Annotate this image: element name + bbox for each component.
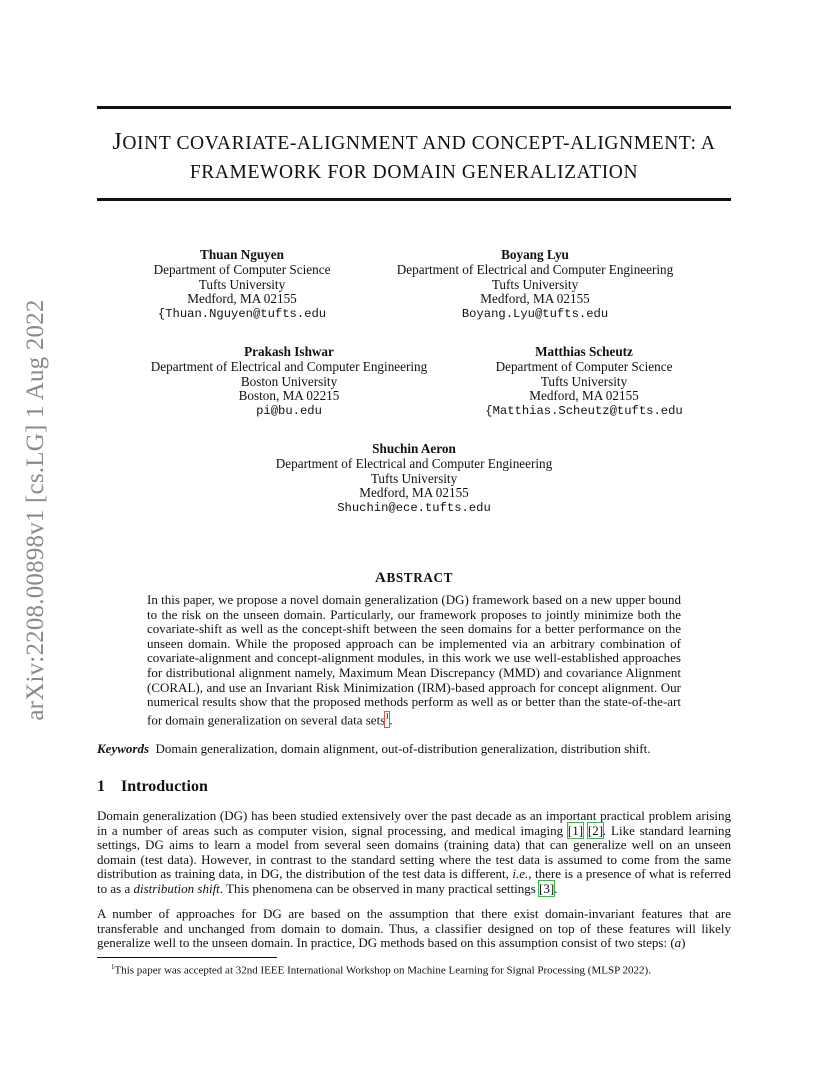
- footnote-link[interactable]: 1: [385, 712, 389, 727]
- footnote-rule: [97, 957, 277, 958]
- author-block: Prakash Ishwar Department of Electrical and Computer Engineering Boston University Boston, MA 02215 pi@bu.edu: [139, 345, 439, 419]
- author-block: Boyang Lyu Department of Electrical and Computer Engineering Tufts University Medford, MA 02155 Boyang.Lyu@tufts.edu: [385, 248, 685, 322]
- author-email[interactable]: Boyang.Lyu@tufts.edu: [461, 307, 609, 322]
- author-block: Shuchin Aeron Department of Electrical and Computer Engineering Tufts University Medford, MA 02155 Shuchin@ece.tufts.edu: [264, 442, 564, 516]
- citation-link[interactable]: [3]: [539, 880, 555, 896]
- section-heading: 1 Introduction: [97, 778, 208, 795]
- author-email[interactable]: {Thuan.Nguyen@tufts.edu: [157, 307, 327, 322]
- arxiv-identifier: arXiv:2208.00898v1 [cs.LG] 1 Aug 2022: [22, 299, 49, 721]
- title-bottom-rule: [97, 198, 731, 201]
- author-block: Matthias Scheutz Department of Computer Science Tufts University Medford, MA 02155 {Matthias.Scheutz@tufts.edu: [479, 345, 689, 419]
- abstract-heading: ABSTRACT: [375, 570, 453, 586]
- intro-paragraph: Domain generalization (DG) has been studied extensively over the past decade as an important practical problem arising in a number of areas such as computer vision, signal processing, and medical imaging [1] [2]. Like standard learning settings, DG aims to learn a model from several seen domains (training data) that can generalize well on an unseen domain (test data). However, in contrast to the standard setting where the test data is assumed to come from the same distribution as training data, in DG, the distribution of the test data is different, i.e., there is a presence of what is referred to as a distribution shift. This phenomena can be observed in many practical settings [3].: [97, 808, 732, 896]
- author-block: Thuan Nguyen Department of Computer Science Tufts University Medford, MA 02155 {Thuan.Nguyen@tufts.edu: [142, 248, 342, 322]
- author-email[interactable]: Shuchin@ece.tufts.edu: [337, 501, 491, 516]
- paper-title: JOINT COVARIATE-ALIGNMENT AND CONCEPT-ALIGNMENT: A FRAMEWORK FOR DOMAIN GENERALIZATION: [112, 129, 716, 183]
- footnote: $^1$This paper was accepted at 32nd IEEE International Workshop on Machine Learning for Signal Processing (MLSP 2022).: [111, 963, 651, 977]
- citation-link[interactable]: [1]: [567, 822, 584, 838]
- abstract-text: In this paper, we propose a novel domain generalization (DG) framework based on a new upper bound to the risk on the unseen domain. Particularly, our framework proposes to jointly minimize both the covariate-shift as well as the concept-shift between the seen domains for a better performance on the unseen domain. While the proposed approach can be implemented via an arbitrary combination of covariate-alignment and concept-alignment modules, in this work we use well-established approaches for distributional alignment namely, Maximum Mean Discrepancy (MMD) and covariance Alignment (CORAL), and use an Invariant Risk Minimization (IRM)-based approach for concept alignment. Our numerical results show that the proposed methods perform as well as or better than the state-of-the-art for domain generalization on several data sets$^1$.: [147, 592, 681, 728]
- author-email[interactable]: pi@bu.edu: [256, 404, 322, 419]
- title-top-rule: [97, 106, 731, 109]
- author-email[interactable]: {Matthias.Scheutz@tufts.edu: [485, 404, 683, 419]
- citation-link[interactable]: [2]: [587, 822, 604, 838]
- keywords: Keywords Domain generalization, domain alignment, out-of-distribution generalization, distribution shift.: [97, 741, 651, 756]
- intro-paragraph: A number of approaches for DG are based on the assumption that there exist domain-invariant features that are transferable and unchanged from domain to domain. Thus, a classifier designed on top of these features will likely generalize well to the unseen domain. In practice, DG methods based on this assumption consist of two steps: (a): [97, 906, 731, 951]
